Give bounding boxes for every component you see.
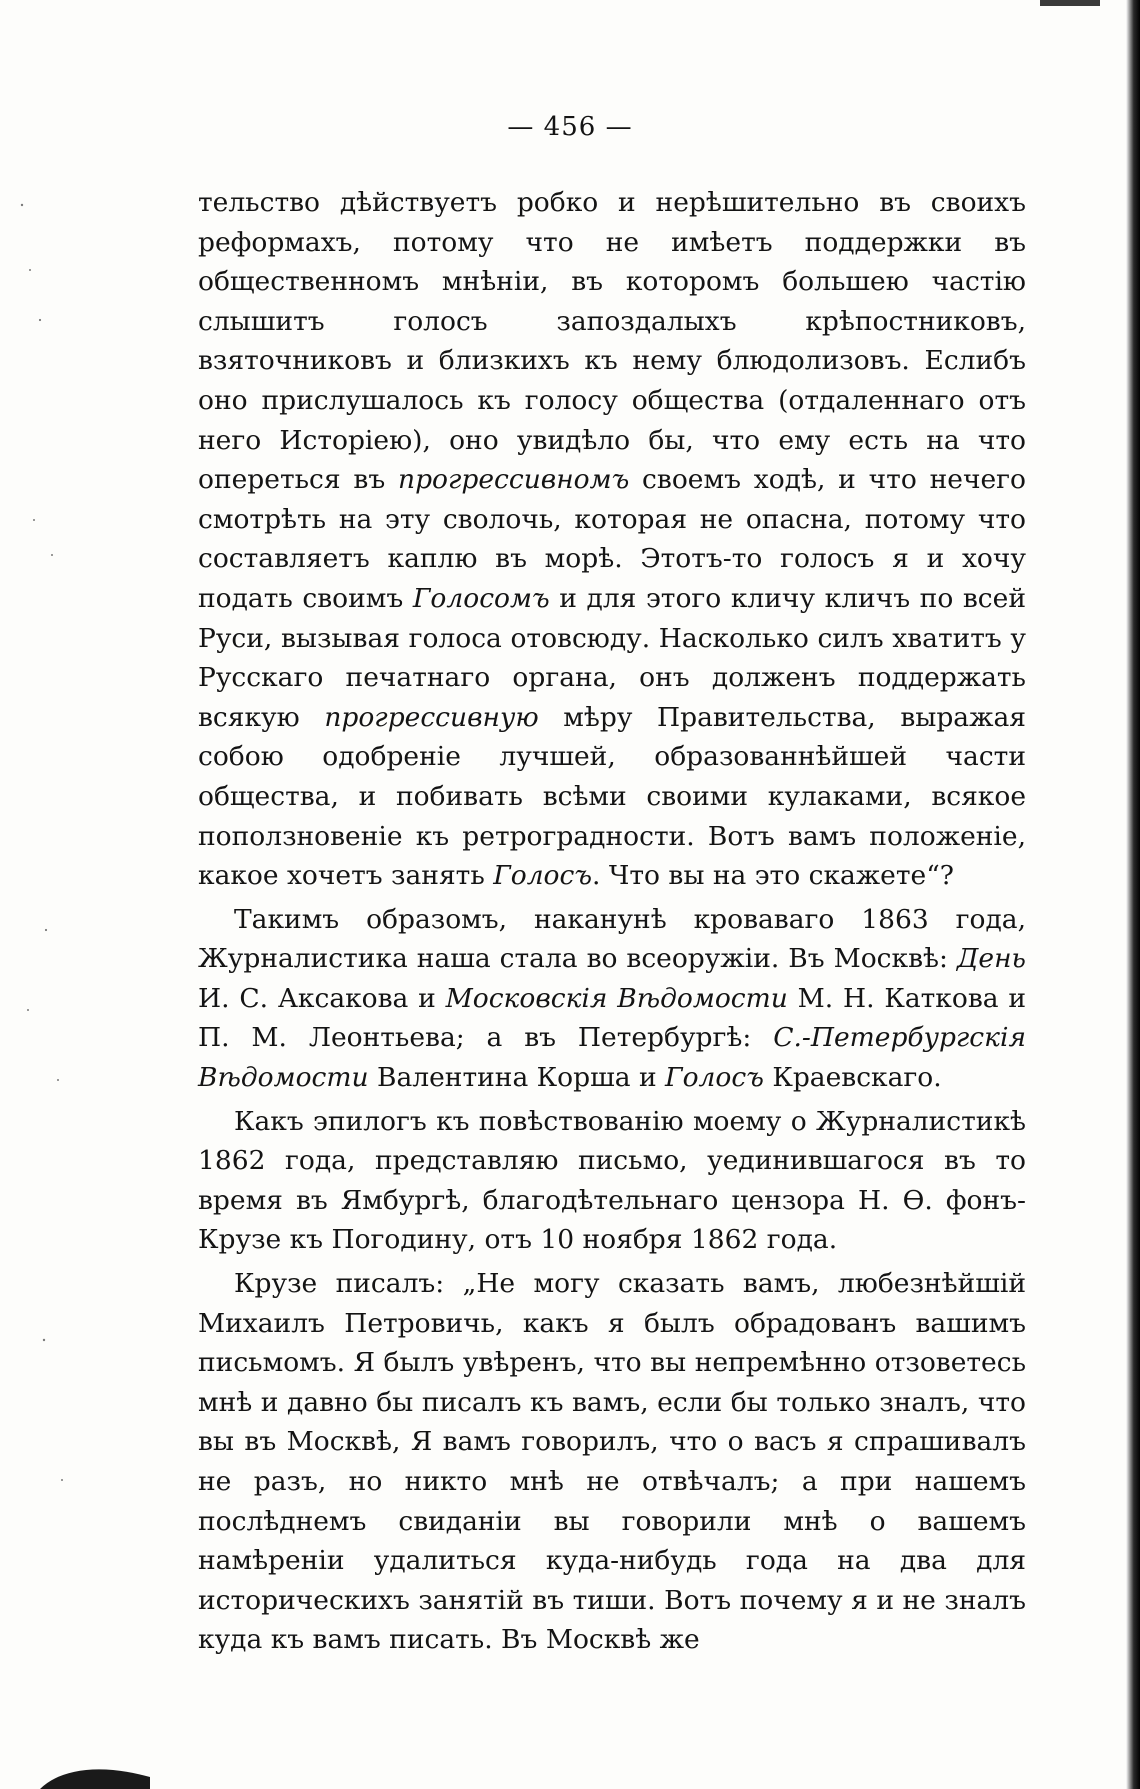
italic-term: прогрессивную <box>324 701 539 733</box>
newspaper-title: Голосъ <box>493 860 593 892</box>
paragraph <box>198 183 1026 896</box>
text-run: . Что вы на это скажете“? <box>592 860 954 892</box>
newspaper-title: Голосъ <box>665 1062 764 1094</box>
margin-specks <box>0 0 90 1789</box>
newspaper-title: С.-Петербургскія Вѣдомости <box>198 1022 1026 1094</box>
text-run: своемъ ходѣ, и что нечего смотрѣть на эту сволочь, которая не опасна, потому что составляетъ каплю въ морѣ. Этотъ-то голосъ я и хочу подать своимъ <box>198 464 1026 614</box>
italic-term: прогрессивномъ <box>398 464 630 496</box>
page-body <box>198 183 1026 1660</box>
paragraph: Крузе писалъ: „Не могу сказать вамъ, любезнѣйшій Михаилъ Петровичь, какъ я былъ обрадованъ вашимъ письмомъ. Я былъ увѣренъ, что вы непремѣнно отзоветесь мнѣ и давно бы писалъ къ вамъ, если бы только зналъ, что вы въ Москвѣ, Я вамъ говорилъ, что о васъ я спрашивалъ не разъ, но никто мнѣ не отвѣчалъ; а при нашемъ послѣднемъ свиданіи вы говорили мнѣ о вашемъ намѣреніи удалиться куда-нибудь года на два для историческихъ занятій въ тиши. Вотъ почему я и не зналъ куда къ вамъ писать. Въ Москвѣ же <box>198 1268 1026 1656</box>
text-run: мѣру Правительства, выражая собою одобреніе лучшей, образованнѣйшей части общества, и побивать всѣми своими кулаками, всякое поползновеніе къ ретроградности. Вотъ вамъ положеніе, какое хочетъ занять <box>198 701 1026 892</box>
text-run: М. Н. Каткова и П. М. Леонтьева; а въ Петербургѣ: <box>198 982 1027 1054</box>
paragraph: Какъ эпилогъ къ повѣствованію моему о Журналистикѣ 1862 года, представляю письмо, уединившагося въ то время въ Ямбургѣ, благодѣтельнаго цензора Н. Ѳ. фонъ-Крузе къ Погодину, отъ 10 ноября 1862 года. <box>198 1105 1026 1256</box>
text-run: Краевскаго. <box>763 1062 942 1094</box>
text-run: Такимъ образомъ, наканунѣ кроваваго 1863 года, Журналистика наша стала во всеоружіи. Въ Москвѣ: <box>198 903 1026 975</box>
newspaper-title: День <box>956 943 1026 975</box>
scan-edge-shadow <box>1126 0 1140 1789</box>
scan-mark <box>1040 0 1100 6</box>
text-run: И. С. Аксакова и <box>198 982 446 1014</box>
text-run: тельство дѣйствуетъ робко и нерѣшительно въ своихъ реформахъ, потому что не имѣетъ поддержки въ общественномъ мнѣніи, въ которомъ большею частію слышитъ голосъ запоздалыхъ крѣпостниковъ, взяточниковъ и близкихъ къ нему блюдолизовъ. Еслибъ оно прислушалось къ голосу общества (отдаленнаго отъ него Исторіею), оно увидѣло бы, что ему есть на что опереться въ <box>198 187 1026 496</box>
binding-shadow <box>40 1759 150 1789</box>
newspaper-title: Голосомъ <box>412 582 550 614</box>
text-run: и для этого кличу кличъ по всей Руси, вызывая голоса отовсюду. Насколько силъ хватитъ у Русскаго печатнаго органа, онъ долженъ поддержать всякую <box>198 582 1026 733</box>
page-number: — 456 — <box>507 112 633 142</box>
text-run: Валентина Корша и <box>368 1062 666 1094</box>
newspaper-title: Московскія Вѣдомости <box>445 982 788 1014</box>
paragraph <box>198 900 1026 1098</box>
